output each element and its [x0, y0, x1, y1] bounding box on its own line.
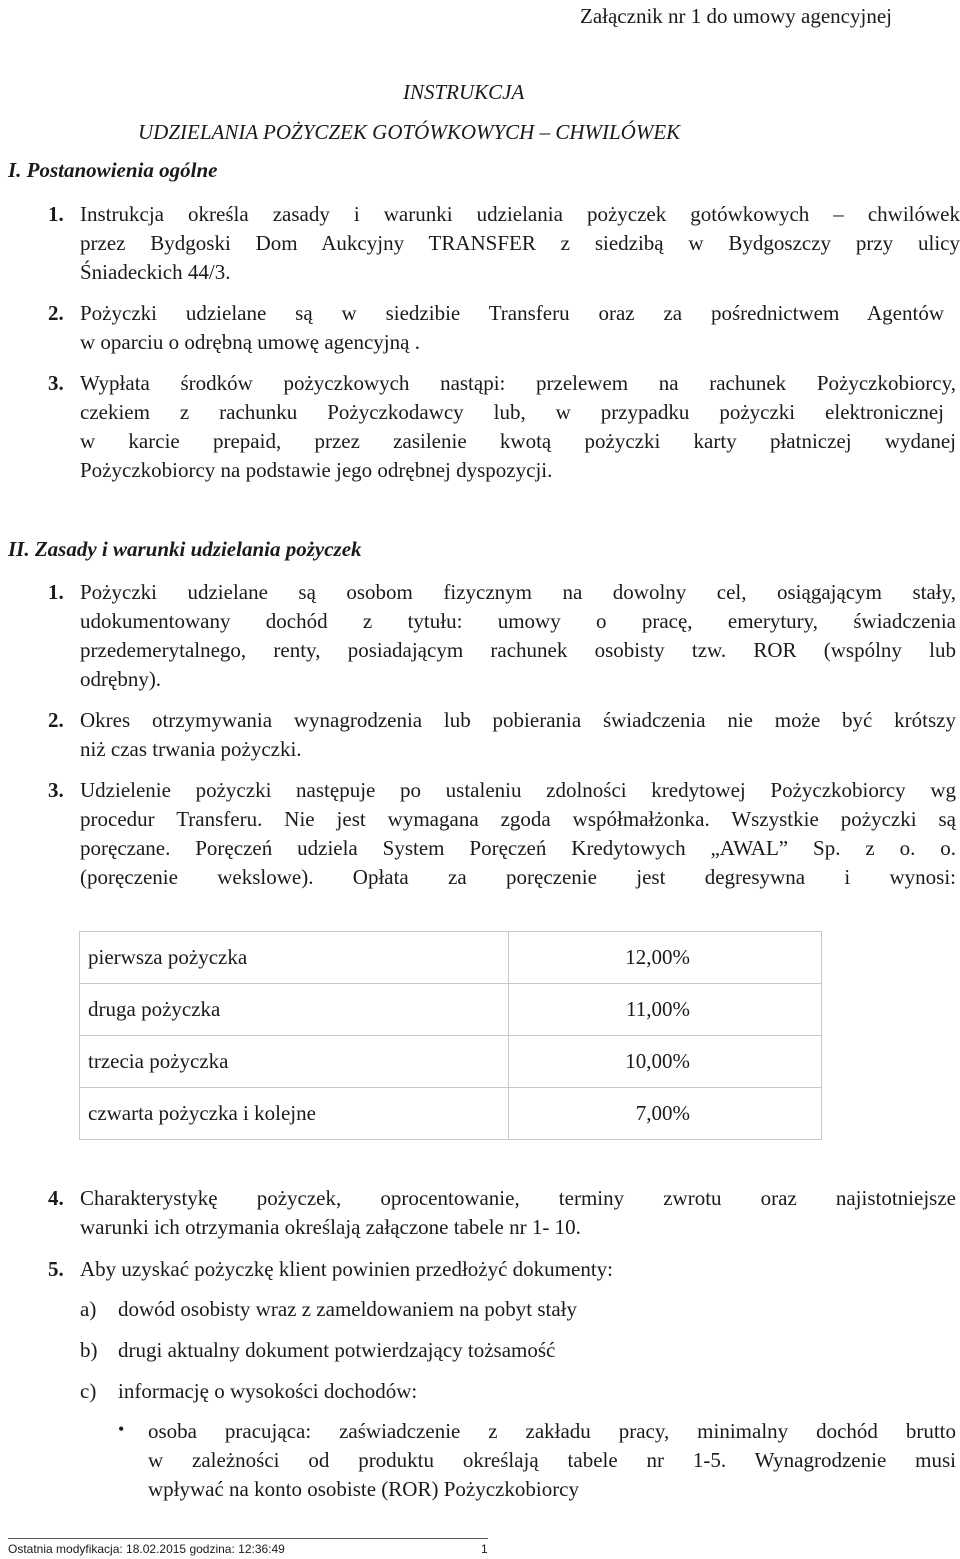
- paragraph-line: wpływać na konto osobiste (ROR) Pożyczkobiorcy: [148, 1477, 580, 1501]
- paragraph-line: Pożyczkobiorcy na podstawie jego odrębnej dyspozycji.: [80, 458, 553, 482]
- paragraph-line: Instrukcja określa zasady i warunki udzielania pożyczek gotówkowych – chwilówek: [80, 202, 960, 226]
- list-item: informację o wysokości dochodów:: [118, 1379, 418, 1403]
- paragraph-line: warunki ich otrzymania określają załączone tabele nr 1- 10.: [80, 1215, 581, 1239]
- paragraph-line: Wypłata środków pożyczkowych nastąpi: przelewem na rachunek Pożyczkobiorcy,: [80, 371, 956, 395]
- list-item-letter: c): [80, 1379, 97, 1403]
- footer-divider: [8, 1538, 488, 1539]
- document-title: INSTRUKCJA: [403, 80, 525, 104]
- last-modified: Ostatnia modyfikacja: 18.02.2015 godzina: 12:36:49: [8, 1542, 285, 1556]
- section-2-heading: II. Zasady i warunki udzielania pożyczek: [8, 537, 362, 561]
- paragraph-line: w oparciu o odrębną umowę agencyjną .: [80, 330, 420, 354]
- page-number: 1: [481, 1542, 488, 1556]
- paragraph-line: Charakterystykę pożyczek, oprocentowanie, terminy zwrotu oraz najistotniejsze: [80, 1186, 956, 1210]
- table-cell-value: 11,00%: [509, 984, 822, 1036]
- list-item: dowód osobisty wraz z zameldowaniem na pobyt stały: [118, 1297, 577, 1321]
- table-row: [80, 984, 822, 1036]
- table-cell-label: pierwsza pożyczka: [80, 932, 509, 984]
- paragraph-line: procedur Transferu. Nie jest wymagana zgoda współmałżonka. Wszystkie pożyczki są: [80, 807, 956, 831]
- paragraph-line: przez Bydgoski Dom Aukcyjny TRANSFER z siedzibą w Bydgoszczy przy ulicy: [80, 231, 960, 255]
- table-row: [80, 1088, 822, 1140]
- table-cell-label: czwarta pożyczka i kolejne: [80, 1088, 509, 1140]
- table-row: [80, 1036, 822, 1088]
- list-item: drugi aktualny dokument potwierdzający tożsamość: [118, 1338, 556, 1362]
- section-1-heading: I. Postanowienia ogólne: [8, 158, 218, 182]
- paragraph-line: przedemerytalnego, renty, posiadającym rachunek osobisty tzw. ROR (wspólny lub: [80, 638, 956, 662]
- item-number: 2.: [48, 301, 64, 325]
- guarantee-fee-table: [79, 931, 822, 1140]
- list-item-letter: b): [80, 1338, 98, 1362]
- paragraph-line: osoba pracująca: zaświadczenie z zakładu pracy, minimalny dochód brutto: [148, 1419, 956, 1443]
- table-cell-label: trzecia pożyczka: [80, 1036, 509, 1088]
- item-number: 2.: [48, 708, 64, 732]
- paragraph-line: Okres otrzymywania wynagrodzenia lub pobierania świadczenia nie może być krótszy: [80, 708, 956, 732]
- table-cell-value: 10,00%: [509, 1036, 822, 1088]
- item-number: 3.: [48, 778, 64, 802]
- paragraph-line: w zależności od produktu określają tabele nr 1-5. Wynagrodzenie musi: [148, 1448, 956, 1472]
- item-number: 1.: [48, 580, 64, 604]
- paragraph-line: Śniadeckich 44/3.: [80, 260, 231, 284]
- table-cell-label: druga pożyczka: [80, 984, 509, 1036]
- paragraph-line: czekiem z rachunku Pożyczkodawcy lub, w przypadku pożyczki elektronicznej: [80, 400, 944, 424]
- document-subtitle: UDZIELANIA POŻYCZEK GOTÓWKOWYCH – CHWILÓWEK: [138, 120, 681, 144]
- item-number: 4.: [48, 1186, 64, 1210]
- paragraph-line: Pożyczki udzielane są osobom fizycznym na dowolny cel, osiągającym stały,: [80, 580, 956, 604]
- table-row: [80, 932, 822, 984]
- list-item-letter: a): [80, 1297, 97, 1321]
- item-number: 1.: [48, 202, 64, 226]
- paragraph-line: (poręczenie wekslowe). Opłata za poręczenie jest degresywna i wynosi:: [80, 865, 956, 889]
- paragraph-line: w karcie prepaid, przez zasilenie kwotą pożyczki karty płatniczej wydanej: [80, 429, 956, 453]
- paragraph-line: niż czas trwania pożyczki.: [80, 737, 302, 761]
- paragraph-line: Aby uzyskać pożyczkę klient powinien przedłożyć dokumenty:: [80, 1257, 613, 1281]
- paragraph-line: Pożyczki udzielane są w siedzibie Transferu oraz za pośrednictwem Agentów: [80, 301, 944, 325]
- paragraph-line: udokumentowany dochód z tytułu: umowy o pracę, emerytury, świadczenia: [80, 609, 956, 633]
- bullet-icon: •: [118, 1419, 125, 1439]
- paragraph-line: poręczane. Poręczeń udziela System Poręczeń Kredytowych „AWAL” Sp. z o. o.: [80, 836, 956, 860]
- attachment-header: Załącznik nr 1 do umowy agencyjnej: [580, 4, 892, 28]
- table-cell-value: 7,00%: [509, 1088, 822, 1140]
- item-number: 5.: [48, 1257, 64, 1281]
- paragraph-line: Udzielenie pożyczki następuje po ustaleniu zdolności kredytowej Pożyczkobiorcy wg: [80, 778, 956, 802]
- paragraph-line: odrębny).: [80, 667, 162, 691]
- item-number: 3.: [48, 371, 64, 395]
- table-cell-value: 12,00%: [509, 932, 822, 984]
